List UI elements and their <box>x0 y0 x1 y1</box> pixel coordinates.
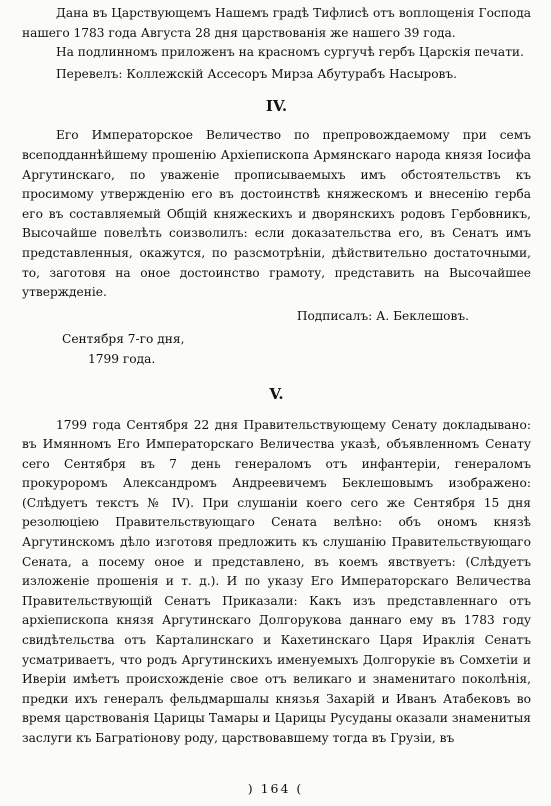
paragraph-seal-note: На подлинномъ приложенъ на красномъ сургучѣ гербъ Царскія печати. <box>56 45 524 60</box>
paragraph-given-in-tiflis: Дана въ Царствующемъ Нашемъ градѣ Тифлисѣ отъ воплощенія Господа нашего 1783 года Августа 28 дня царствованія же нашего 39 года. <box>22 6 531 40</box>
section-heading-iv: IV. <box>265 97 288 116</box>
paragraph-translator: Перевелъ: Коллежскій Ассесоръ Мирза Абутурабъ Насыровъ. <box>56 66 458 81</box>
paragraph-section-iv-body: Его Императорское Величество по препровождаемому при семъ всеподданнѣйшему прошенію Архіепископа Армянскаго народа князя Іосифа Аргутинскаго, по уваженіе прописываемыхъ имъ обстоятельствъ къ просимому утвержденію его въ достоинствѣ княжескомъ и внесенію герба его въ составляемый Общій княжескихъ и дворянскихъ родовъ Гербовникъ, Высочайше повелѣть соизволилъ: если доказательства его, въ Сенатъ имъ представленныя, окажутся, по разсмотрѣніи, дѣйствительно достаточными, то, заготовя на оное достоинство грамоту, представить на Высочайшее утвержденіе. <box>22 128 531 300</box>
paragraph-section-v-body: 1799 года Сентября 22 дня Правительствующему Сенату докладывано: въ Имянномъ Его Императорскаго Величества указѣ, объявленномъ Сенату сего Сентября въ 7 день генераломъ отъ инфантеріи, генераломъ прокуроромъ Александромъ Андреевичемъ Беклешовымъ изображено: (Слѣдуетъ текстъ № IV). При слушаніи коего сего же Сентября 15 дня резолюціею Правительствующаго Сената велѣно: объ ономъ князѣ Аргутинскомъ дѣло изготовя предложить къ слушанію Правительствующаго Сената, а посему оное и представлено, въ коемъ явствуетъ: (Слѣдуетъ изложеніе прошенія и т. д.). И по указу Его Императорскаго Величества Правительствующій Сенатъ Приказали: Какъ изъ представленнаго отъ архіепископа князя Аргутинскаго Долгорукова даннаго ему въ 1783 году свидѣтельства отъ Карталинскаго и Кахетинскаго Царя Ираклія Сенатъ усматриваетъ, что родъ Аргутинскихъ именуемыхъ Долгорукіе въ Сомхетіи и Иверіи имѣетъ происхожденіе свое отъ великаго и знаменитаго поколѣнія, предки ихъ генералъ фельдмаршалы князья Захарій и Иванъ Атабековъ во время царствованія Царицы Тамары и Царицы Русуданы оказали знаменитыя заслуги къ Багратіонову роду, царствовавшему тогда въ Грузіи, въ <box>22 417 531 745</box>
section-heading-v: V. <box>269 384 284 403</box>
date-line-year: 1799 года. <box>88 351 156 366</box>
date-line-day: Сентября 7-го дня, <box>62 332 185 347</box>
page-number: ) 164 ( <box>247 781 304 796</box>
signature-line: Подписалъ: А. Беклешовъ. <box>296 308 469 323</box>
